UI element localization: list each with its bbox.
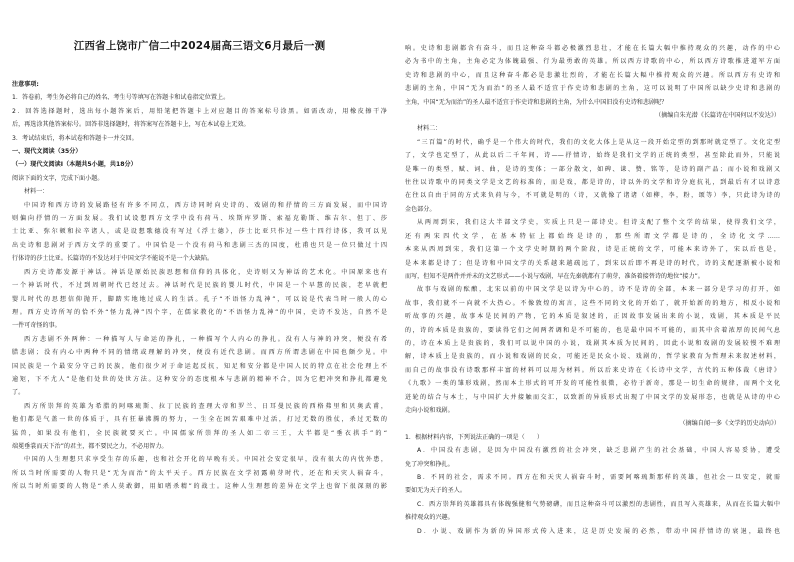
right-text-line: 主角，中国“无为而治”的圣人最不适宜于作史诗和悲剧的主角，为什么中国旧没有史诗和悲剧呢？ [405,98,668,106]
left-text-line: 西方悲剧不外两种：一种描写人与命运的挣扎，一种描写个人内心的挣扎。没有人与神的冲突，便没有希 [24,335,387,343]
left-text-line: 3．考试结束后，将本试卷和答题卡一并交回。 [12,134,138,142]
right-text-line: 响。史诗和悲剧都含有奋斗，而且这种奋斗都必极激烈悲壮，才能在长篇大幅中推持观众的兴趣，动作的中心 [405,45,780,52]
right-text-line: 必为书中的主角，主角必定为体魄最强、行为最勇敢的英雄。所以西方诗歌的中心，所以西方诗歌推进道军方面 [405,58,780,66]
left-text-line: 士比亚、弥尔顿和拉辛诸人，或是设想歌德没有写过《浮士德》，莎士比亚只作过一些十四行诗体，我可以见 [12,228,387,236]
right-text-line: D．小说、戏剧作为新的异国形式传入进来，这是历史发展的必然，带动中国抒情诗的衰退，最终也 [417,527,780,535]
right-text-line: 而自己的故事没有诗歌那样丰富的材料可以用为材料。所以后来史诗在《长诗中文学，古代的五种体裁《唐诗》 [405,366,780,374]
left-text-line: 出史诗和悲剧对于西方文学的重要了。中国恰是一个没有荷马和悲剧三杰的国度，杜甫也只是一位只做过十四 [12,241,387,249]
right-text-line: 本来从西周到宋，我们这第一个文学史时期的两个阶段，诗是正统的文学，可能本来诗外了，宋以后也是， [405,246,780,254]
right-text-line: 迸轮的结合与本土，与中国扩大并接触而交汇，以致新的异质形式出现了中国文学的发展形态，也就是从诗的中心 [405,393,780,401]
right-text-line: 是本来都是诗了；但是诗和中国文学的关系越来越疏远了，到宋以后即不再是诗的时代，诗的支配逐渐被小说和 [405,259,780,267]
right-text-line: 解，诗本质上是贵族的，而小说和戏剧的民众，可能还是民众小说、戏剧的，哲学家教育为哲理未来叙述材料， [405,353,780,361]
left-text-line: 中国诗和西方诗的发展路径有许多不同点，西方诗同时向史诗的、戏剧的和抒情的三方面发展，而中国诗 [24,201,387,209]
right-text-line: 的，诗在本质上是贵族的，我们可以说中国的小说，戏剧其本质为民间的，因此小说和戏剧的发展较慢不难理 [405,339,780,347]
left-text-line: 一个神话时代，不过到周朝时代已经过去。神话时代是民族的婴儿时代，中国是一个早慧的民族，老早就把 [12,282,387,290]
right-text-line: 了，文学也定型了，从此以后二千年间，诗——抒情诗，始终是我们文学的正统的类型，甚至除此而外，只能说 [405,152,780,160]
right-text-line: 的，诗的本质是贵族的，要读得它们之间两者调和是不可能的，也是最中国不可能的，而其中含着浓厚的民间气息 [405,326,780,334]
left-text-line: 西方所崇拜的英雄为希腊的阿喀琉斯、拉丁民族的查理大帝和罗兰、日耳曼民族的西格弗里和贝奥武甫， [24,402,387,410]
left-text-line: 阅读下面的文字，完成下面小题。 [12,174,104,182]
left-text-line: 材料一： [24,188,49,196]
right-text-line: A．中国没有悲剧，是因为中国没有激烈的社会冲突，缺乏悲剧产生的社会基础，中国人容易妥协，遭受 [417,447,780,455]
right-text-line: 材料二： [417,125,442,133]
right-column [405,42,780,538]
left-text-line: 理。西方史诗所写的恰不外“怪力乱神”四个字，在儒家教化的“不语怪力乱神”的中国，史诗不发达，自然不是 [12,308,387,316]
right-text-line: 金色部分。 [405,205,436,213]
left-text-line: 2．回答选择题时，选出每小题答案后，用铅笔把答题卡上对应题目的答案标号涂黑。如需改动，用橡皮擦干净 [12,107,387,115]
right-text-line: 要如无为天子的圣人。 [405,487,466,495]
left-text-line: 1．答卷前，考生务必将自己的姓名、考生号等填写在答题卡和试卷指定位置上。 [12,94,230,102]
right-text-line: 是唯一的类型，赋、词、曲，是诗的变体；一部分散文，如碑、诔、赞、铭等，是诗的副产品；而小说和戏剧又 [405,165,780,173]
left-text-line: 逾矩，下不尤人”是他们处世的处世方法。这种安分的态度根本与悲剧的精神不合，因为它把冲突和挣扎都避免 [12,375,387,383]
left-text-line: 婴儿时代的思想信仰抛开，脚踏实地地过成人的生活。孔子“不语怪力乱神”，可以说是代表当时一般人的心 [12,295,387,303]
right-text-line: 走向小说和戏剧。 [405,406,454,414]
right-text-line: 从两周到宋，我们这大半部文学史，实质上只是一部诗史。但诗支配了整个文学的结果，使得我们文学， [417,219,780,227]
right-text-line: C．西方崇拜的英雄都具有体魄强健和气势磅礴，而且这种奋斗可以激烈的悲剧性，而且写入英雄来，从而在长篇大幅中 [417,500,780,508]
left-text-line: 所以当时所需要的人物是“杀人莫敢御，用如嗜杀精”的战士。这种人生理想的差异在文学上也留下很深刻的影 [12,483,387,491]
left-column [12,78,387,494]
right-text-line: 在往以自由于同的方式来负荷与今，不可就是明的（诗，又就像了诸诸（如柳，李，粉，颂等）李，只此诗为诗的 [405,192,780,200]
right-text-line: 悲剧的主角，中国“无为而治”的圣人最不适宜于作史诗和悲剧的主角，这可以说明了中国所以缺少史诗和悲剧的 [405,85,780,93]
right-text-line: 而写，但知不是两件并并未的文艺形式——小说与戏剧，早在先秦就都有了萌芽，准备着接替诗的地位“接力”。 [405,272,704,280]
left-text-line: 则偏向抒情的一方面发展。我们试设想西方文学中没有荷马、埃斯库罗斯、索福克勒斯、维吉尔、但丁、莎 [12,215,387,223]
left-text-line: 所以当时所需要的人物只是“无为而治”的太平天子。西方民族在文学初露萌芽时代，还在和天灾人祸奋斗， [12,469,387,477]
right-text-line: 听故事的兴趣，故事本是民间的产物，它的本质是叙述的，正因故事发展出来的小说，戏剧，其本质是平民 [405,313,780,321]
right-text-line: 故事与戏剧的酝酿，北宋以前的中国文学是以诗为中心的，诗不是诗的全部，本来一部分是学习的打开，如 [417,286,780,294]
left-text-line: 一件可奇怪的事。 [12,322,61,330]
right-text-line: （摘编自朱光潜《长篇诗在中国何以不发达》） [655,112,780,120]
left-text-line: 注意事项: [12,81,39,88]
right-text-line: （摘编自闻一多《文学的历史动向》） [679,420,780,428]
left-text-line: 国民族是一个最安分守己的民族，他们很少对于命运起反抗，知足和安分都是中国人民的特点在社会伦理上不 [12,362,387,370]
right-text-line: 故事，我们就不一向就不大热心。不像敦煌的寓言，这些不同的文化的开始了，就开始新的的地方，相反小说和 [405,299,780,307]
left-text-line: 行体诗的莎士比亚。长篇诗的不发达对于中国文学不能说不是一个大缺陷。 [12,255,214,263]
left-text-line: 西方史诗都发源于神话。神话是原始民族思想和信仰的具体化，史诗则又为神话的艺术化。中国原来也有 [24,268,387,276]
left-text-line: 一、现代文阅读（35分） [12,148,82,156]
right-text-line: “三百篇”的时代，确乎是一个伟大的时代，我们的文化大体上是从这一段开始定型的到那时就定型了。文化定型 [417,138,780,146]
left-text-line: 了。 [12,389,25,397]
left-text-line: 腊悲剧；没有内心中两种不同的情绪或理解的冲突，便没有近代悲剧。而西方所谓悲剧在中国也颇少见。中 [12,349,387,357]
left-text-line: 他们都是气盖一世的体质于，具有狂暴沸腾的努力，一生全在困苦艰难中过活，打过无数的胜仗，杀过无数的 [12,416,387,424]
document-title: 江西省上饶市广信二中2024届高三语文6月最后一测 [73,40,326,52]
right-text-line: 推持观众的兴趣。 [405,514,454,522]
left-text-line: （一）现代文阅读Ⅰ（本题共5小题，共18分） [12,161,137,169]
right-text-line: B．不同的社会，需求不同。西方在和天灾人祸奋斗时，需要阿喀琉斯那样的英雄，但社会一旦安定，就需 [417,474,780,481]
right-text-line: 史诗和悲剧的中心，而且这种奋斗都必是悲激壮烈的，才能在长篇大幅中推持观众的兴趣。所以西方有史诗和 [405,71,780,79]
right-text-line: 还有两宋四代文学，在基本特征上都始终是诗的，那些所谓文学都是诗的，全诗化文学…… [405,232,780,240]
right-text-line: 《九歌》一类的雏形戏剧，然而本土形式的可开发的可能性很微，必待于新奇，那是一切生命的规律，而两个文化 [405,380,780,388]
right-text-line: 往往以诗歌中的同类文学是文艺的标准的，而是戏，都是诗的，诗以外的文学和诗分庭抗礼，到最后有才以诗意 [405,179,780,187]
right-text-line: 免了冲突和挣扎。 [405,460,454,468]
left-text-line: 端冕垂裳而天下治”的君主，都不要民之力，不必用智力。 [12,442,168,450]
left-text-line: 猛兽，如果没有他们，全民族就要灭亡。中国儒家所崇拜的圣人如二帝三王，大半都是“垂衣拱手”的“ [12,429,387,437]
left-text-line: 后，再选涂其他答案标号。回答非选择题时，将答案写在答题卡上，写在本试卷上无效。 [12,121,250,129]
left-text-line: 中国的人生理想只求享受生存的乐趣，也和社会开化的早晚有关。中国社会安定很早，没有很大的内忧外患， [24,456,387,464]
right-text-line: 1．根据材料内容，下列说法正确的一项是（ ） [405,433,543,441]
